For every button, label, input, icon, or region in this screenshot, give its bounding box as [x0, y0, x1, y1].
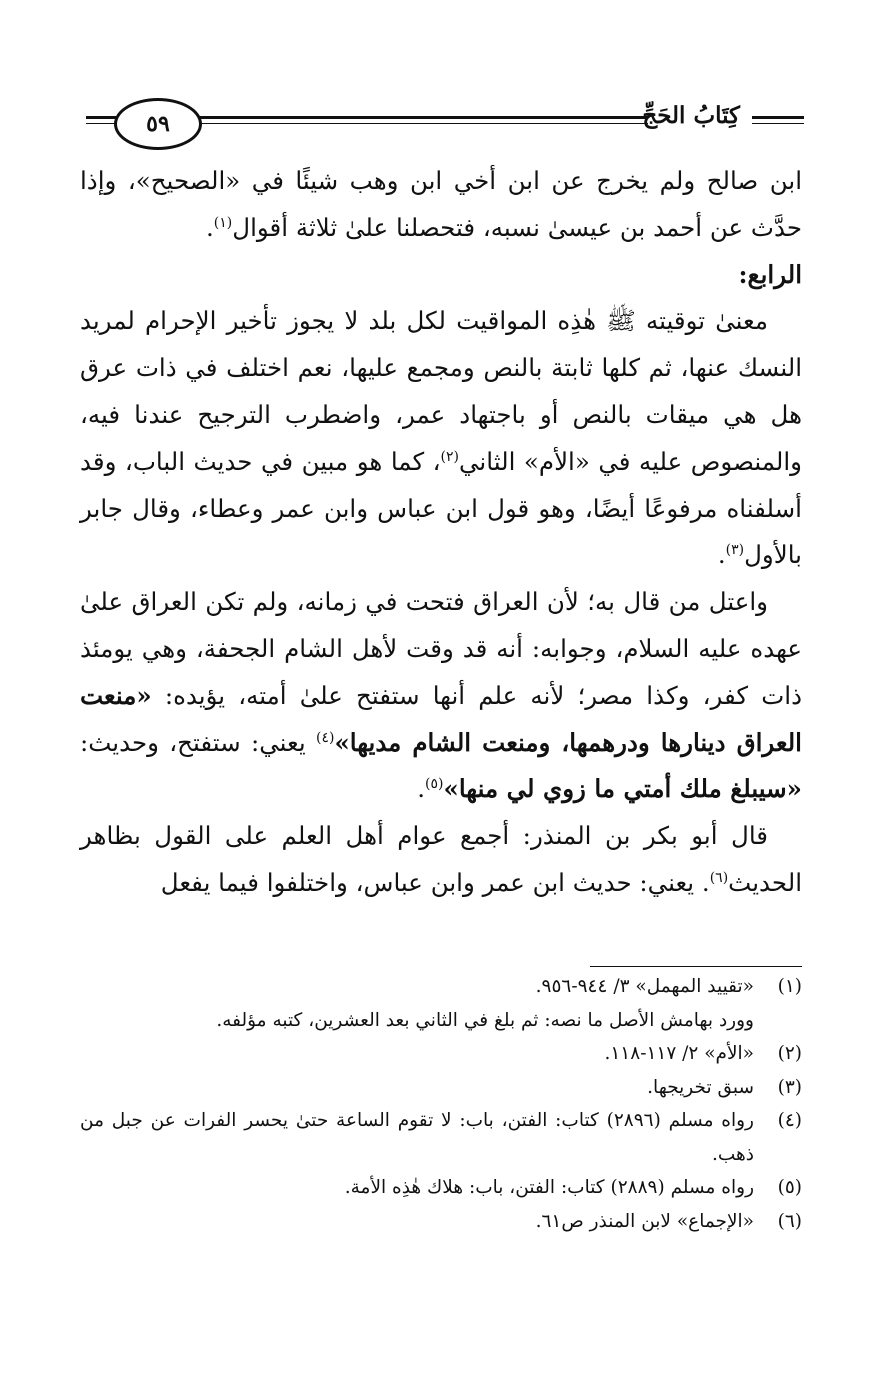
footnote-text: رواه مسلم (٢٨٩٦) كتاب: الفتن، باب: لا تقوم الساعة حتىٰ يحسر الفرات عن جبل من ذهب.	[80, 1110, 754, 1165]
footnote-number: (٦)	[777, 1210, 802, 1232]
footnote-number: (١)	[777, 976, 802, 997]
footnote-number: (٥)	[777, 1177, 802, 1198]
main-text	[80, 158, 802, 907]
footnote-1-continuation: وورد بهامش الأصل ما نصه: ثم بلغ في الثاني بعد العشرين، كتبه مؤلفه.	[216, 1009, 754, 1031]
footnote-6	[80, 1205, 802, 1239]
paragraph-3: واعتل من قال به؛ لأن العراق فتحت في زمانه، ولم تكن العراق علىٰ عهده عليه السلام، وجوابه: أنه قد وقت لأهل الشام الجحفة، وهي يومئذ ذات كفر، وكذا مصر؛ لأنه علم أنها ستفتح علىٰ أمته، يؤيده: «منعت العراق دينارها ودرهمها، ومنعت الشام مديها»$^{(٤)}$ يعني: ستفتح، وحديث: «سيبلغ ملك أمتي ما زوي لي منها»$^{(٥)}$.	[80, 587, 802, 804]
footnotes	[80, 970, 802, 1238]
footnote-text: «الأم» ٢/ ١١٧-١١٨.	[604, 1043, 754, 1064]
header-rule-right-bottom	[752, 123, 804, 124]
footnote-text: رواه مسلم (٢٨٨٩) كتاب: الفتن، باب: هلاك هٰذِه الأمة.	[344, 1177, 754, 1198]
footnote-separator	[590, 966, 802, 967]
hadith-quote-2: «سيبلغ ملك أمتي ما زوي لي منها»	[443, 774, 802, 804]
footnote-5	[80, 1171, 802, 1205]
footnote-3	[80, 1071, 802, 1105]
paragraph-1: ابن صالح ولم يخرج عن ابن أخي ابن وهب شيئًا في «الصحيح»، وإذا حدَّث عن أحمد بن عيسىٰ نسبه، فتحصلنا علىٰ ثلاثة أقوال$^{(١)}$.	[80, 166, 802, 242]
book-title: كِتَابُ الحَجِّ	[642, 102, 740, 129]
header-rule-right-top	[752, 116, 804, 119]
footnote-ref-3[interactable]: (٣)	[725, 542, 745, 559]
footnote-ref-6[interactable]: (٦)	[709, 869, 729, 886]
footnote-4	[80, 1104, 802, 1171]
footnote-ref-5[interactable]: (٥)	[425, 776, 444, 793]
footnote-text: سبق تخريجها.	[647, 1076, 754, 1098]
running-header	[86, 96, 804, 150]
page-number: ٥٩	[114, 98, 202, 150]
footnote-ref-4[interactable]: (٤)	[315, 729, 335, 746]
footnote-ref-1[interactable]: (١)	[213, 214, 233, 231]
footnote-text: «الإجماع» لابن المنذر ص٦١.	[535, 1210, 754, 1232]
footnote-2	[80, 1037, 802, 1071]
hadith-quote-1: «منعت العراق دينارها ودرهمها، ومنعت الشام مديها»	[80, 680, 802, 757]
footnote-number: (٤)	[777, 1110, 802, 1131]
footnote-ref-2[interactable]: (٢)	[440, 448, 460, 465]
footnote-1	[80, 970, 802, 1004]
footnote-number: (٣)	[777, 1076, 802, 1098]
section-heading: الرابع:	[738, 259, 802, 289]
paragraph-2: معنىٰ توقيته ﷺ هٰذِه المواقيت لكل بلد لا يجوز تأخير الإحرام لمريد النسك عنها، ثم كلها ثابتة بالنص ومجمع عليها، نعم اختلف في ذات عرق هل هي ميقات بالنص أو باجتهاد عمر، واضطرب الترجيح عندنا فيه، والمنصوص عليه في «الأم» الثاني$^{(٢)}$، كما هو مبين في حديث الباب، وقد أسلفناه مرفوعًا أيضًا، وهو قول ابن عباس وابن عمر وعطاء، وقال جابر بالأول$^{(٣)}$.	[80, 306, 802, 570]
footnote-text: «تقييد المهمل» ٣/ ٩٤٤-٩٥٦.	[535, 976, 754, 997]
footnote-number: (٢)	[777, 1043, 802, 1064]
paragraph-4: قال أبو بكر بن المنذر: أجمع عوام أهل العلم على القول بظاهر الحديث$^{(٦)}$. يعني: حديث ابن عمر وابن عباس، واختلفوا فيما يفعل	[80, 821, 802, 897]
